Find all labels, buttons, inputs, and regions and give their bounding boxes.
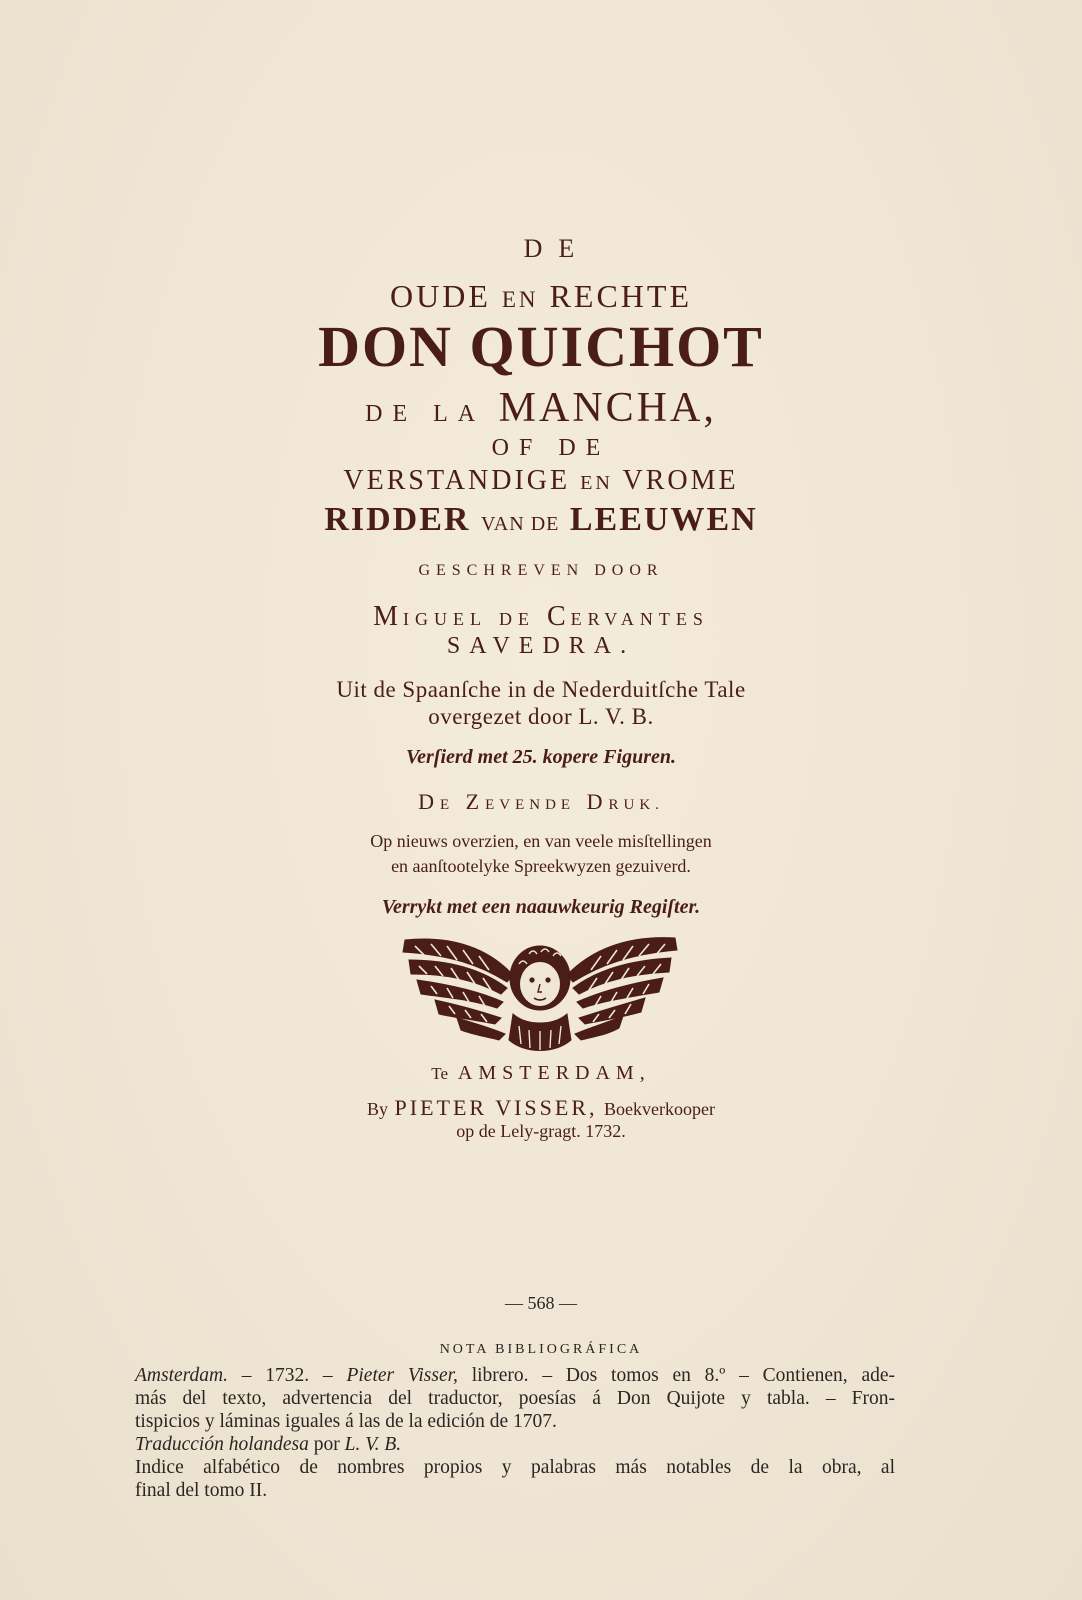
nota-line: más del texto, advertencia del traductor, poesías á Don Quijote y tabla. – Fron- (135, 1388, 895, 1409)
title-line-of-de: OF DE (491, 435, 611, 461)
title-line-translator: overgezet door L. V. B. (428, 704, 654, 729)
nota-line: final del tomo II. (135, 1480, 268, 1501)
bibliographic-note (135, 1364, 895, 1502)
imprint-place: Te AMSTERDAM, (431, 1062, 651, 1084)
title-line-don-quichot: DON QUICHOT (318, 314, 764, 379)
title-line-register: Verrykt met een naauwkeurig Regiſter. (381, 896, 701, 918)
winged-cherub-ornament-icon (395, 930, 685, 1060)
imprint-publisher: By PIETER VISSER, Boekverkooper (367, 1095, 715, 1120)
title-line-revised: Op nieuws overzien, en van veele misſtellingen (370, 831, 712, 851)
page-number: — 568 — (505, 1293, 577, 1313)
nota-heading: NOTA BIBLIOGRÁFICA (439, 1342, 643, 1357)
title-line-author: MIGUEL DE CERVANTES (373, 601, 709, 632)
title-line-geschreven-door: GESCHREVEN DOOR (418, 562, 664, 579)
title-line-oude-en-rechte: OUDE EN RECHTE (389, 278, 692, 314)
title-line-figures: Verſierd met 25. kopere Figuren. (406, 746, 676, 768)
title-line-verstandige: VERSTANDIGE EN VROME (343, 465, 739, 496)
nota-line: Traducción holandesa por L. V. B. (135, 1434, 402, 1455)
title-line-de: DE (523, 234, 591, 263)
nota-line: Amsterdam. – 1732. – Pieter Visser, librero. – Dos tomos en 8.º – Contienen, ade- (135, 1365, 896, 1386)
imprint-address-year: op de Lely-gragt. 1732. (456, 1121, 626, 1141)
nota-line: tispicios y láminas iguales á las de la edición de 1707. (135, 1411, 557, 1432)
title-line-savedra: SAVEDRA. (446, 633, 636, 659)
title-line-de-la-mancha: DE LA MANCHA, (365, 385, 717, 431)
title-line-ridder: RIDDER VAN DE LEEUWEN (324, 501, 758, 538)
title-line-translation: Uit de Spaanſche in de Nederduitſche Tale (336, 677, 746, 702)
nota-line: Indice alfabético de nombres propios y palabras más notables de la obra, al (135, 1457, 895, 1478)
title-line-edition: DE ZEVENDE DRUK. (418, 789, 664, 814)
title-line-purified: en aanſtootelyke Spreekwyzen gezuiverd. (391, 856, 691, 876)
